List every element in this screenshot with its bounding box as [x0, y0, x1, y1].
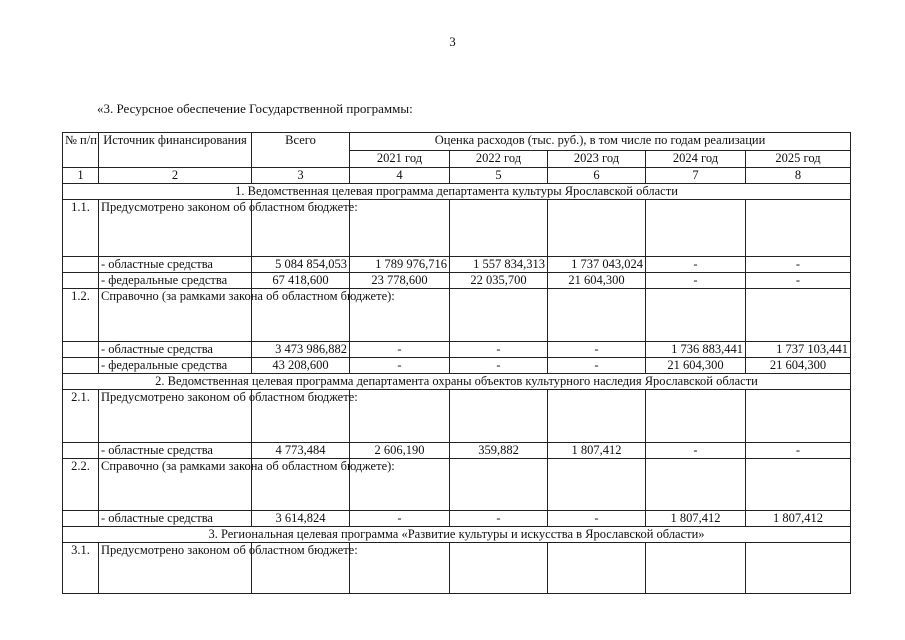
table-row: [63, 342, 851, 358]
row-source: - областные средства: [99, 511, 252, 527]
section-heading: «3. Ресурсное обеспечение Государственной программы:: [97, 101, 413, 116]
section-title: 2. Ведомственная целевая программа департамента охраны объектов культурного наследия Ярославской области: [63, 374, 851, 390]
row-total: 67 418,600: [252, 273, 350, 289]
row-value: -: [450, 511, 548, 527]
group-label: Справочно (за рамками закона об областном бюджете):: [99, 459, 252, 511]
col-number: 6: [548, 168, 646, 184]
group-num: 2.2.: [63, 459, 99, 511]
row-value: 1 807,412: [548, 443, 646, 459]
group-label: Предусмотрено законом об областном бюджете:: [99, 543, 252, 594]
row-value: 1 789 976,716: [350, 257, 450, 273]
row-value: 23 778,600: [350, 273, 450, 289]
row-value: 1 557 834,313: [450, 257, 548, 273]
row-value: -: [548, 511, 646, 527]
row-total: 43 208,600: [252, 358, 350, 374]
row-total: 5 084 854,053: [252, 257, 350, 273]
group-num: 2.1.: [63, 390, 99, 443]
header-year: 2024 год: [646, 151, 746, 168]
row-source: - областные средства: [99, 443, 252, 459]
row-value: -: [746, 273, 851, 289]
row-value: -: [450, 358, 548, 374]
section-title: 1. Ведомственная целевая программа департамента культуры Ярославской области: [63, 184, 851, 200]
row-source: - федеральные средства: [99, 273, 252, 289]
col-number: 7: [646, 168, 746, 184]
group-num: 3.1.: [63, 543, 99, 594]
resource-table: [62, 132, 851, 594]
row-value: 1 737 043,024: [548, 257, 646, 273]
group-label: Предусмотрено законом об областном бюджете:: [99, 390, 252, 443]
header-year: 2022 год: [450, 151, 548, 168]
row-value: 21 604,300: [746, 358, 851, 374]
group-num: 1.1.: [63, 200, 99, 257]
row-value: 359,882: [450, 443, 548, 459]
row-value: 22 035,700: [450, 273, 548, 289]
table-row: [63, 443, 851, 459]
row-value: 1 807,412: [746, 511, 851, 527]
row-value: 1 737 103,441: [746, 342, 851, 358]
page-number: 3: [449, 34, 456, 49]
row-total: 4 773,484: [252, 443, 350, 459]
row-value: -: [548, 342, 646, 358]
row-value: -: [746, 257, 851, 273]
section-title: 3. Региональная целевая программа «Развитие культуры и искусства в Ярославской области»: [63, 527, 851, 543]
col-number: 8: [746, 168, 851, 184]
table-row: [63, 358, 851, 374]
row-total: 3 614,824: [252, 511, 350, 527]
group-num: 1.2.: [63, 289, 99, 342]
table-row: [63, 273, 851, 289]
row-value: -: [646, 273, 746, 289]
row-value: -: [646, 257, 746, 273]
row-source: - областные средства: [99, 257, 252, 273]
row-value: -: [350, 358, 450, 374]
row-value: -: [646, 443, 746, 459]
col-number: 4: [350, 168, 450, 184]
row-value: 1 807,412: [646, 511, 746, 527]
col-number: 3: [252, 168, 350, 184]
table-row: [63, 511, 851, 527]
row-value: 21 604,300: [646, 358, 746, 374]
group-label: Справочно (за рамками закона об областном бюджете):: [99, 289, 252, 342]
row-source: - федеральные средства: [99, 358, 252, 374]
col-number: 2: [99, 168, 252, 184]
row-value: 2 606,190: [350, 443, 450, 459]
header-num: № п/п: [63, 133, 99, 168]
row-value: -: [548, 358, 646, 374]
header-year: 2021 год: [350, 151, 450, 168]
row-source: - областные средства: [99, 342, 252, 358]
header-estimate: Оценка расходов (тыс. руб.), в том числе по годам реализации: [350, 133, 851, 151]
header-year: 2023 год: [548, 151, 646, 168]
row-value: -: [450, 342, 548, 358]
row-value: -: [350, 511, 450, 527]
col-number: 5: [450, 168, 548, 184]
header-total: Всего: [252, 133, 350, 168]
row-total: 3 473 986,882: [252, 342, 350, 358]
row-value: 21 604,300: [548, 273, 646, 289]
row-value: -: [350, 342, 450, 358]
group-label: Предусмотрено законом об областном бюджете:: [99, 200, 252, 257]
col-number: 1: [63, 168, 99, 184]
table-row: [63, 257, 851, 273]
header-year: 2025 год: [746, 151, 851, 168]
row-value: 1 736 883,441: [646, 342, 746, 358]
header-source: Источник финансирования: [99, 133, 252, 168]
row-value: -: [746, 443, 851, 459]
